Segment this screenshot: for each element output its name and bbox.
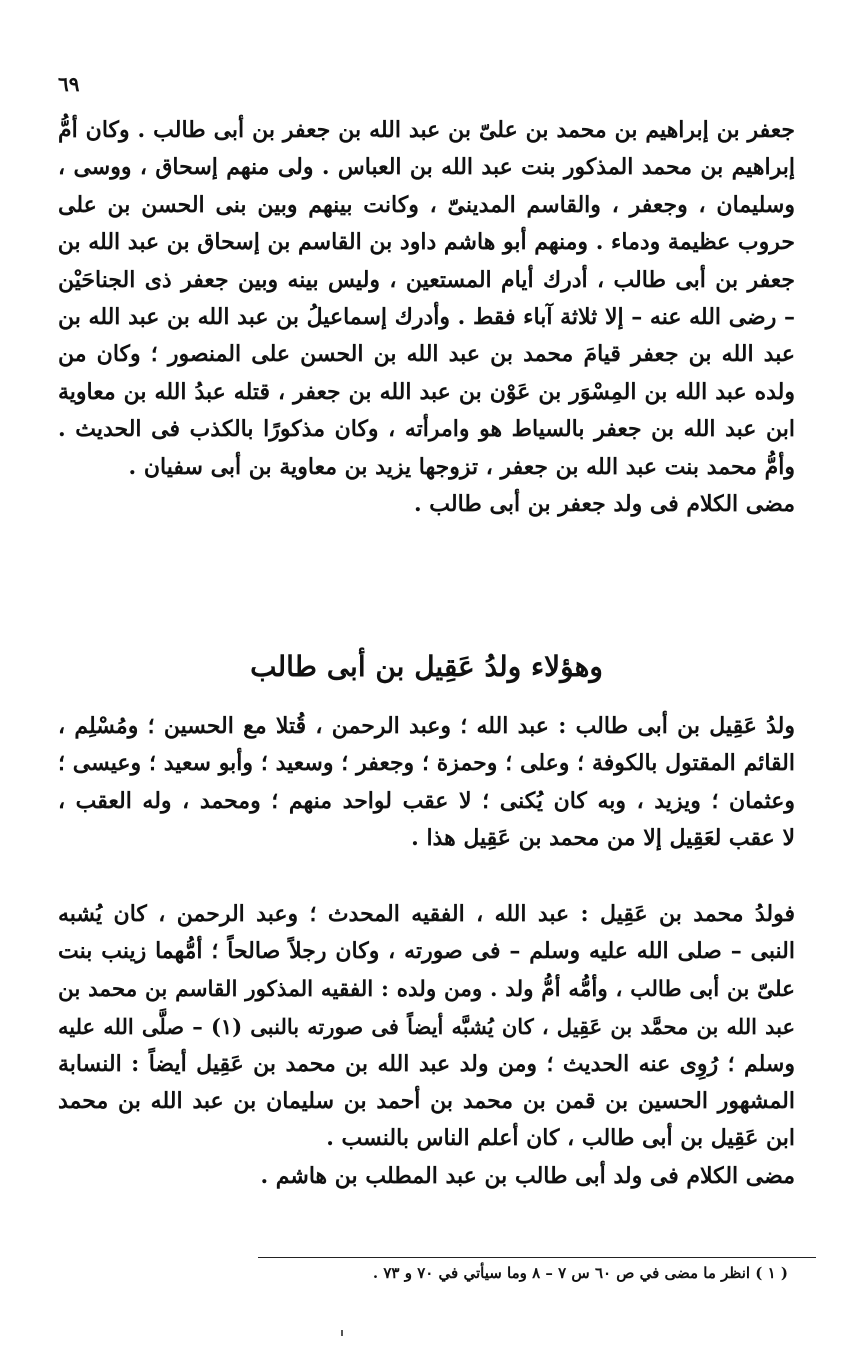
text-line: ابن عبد الله بن جعفر بالسياط هو وامرأته ، وكان مذكورًا بالكذب فى الحديث .: [58, 416, 795, 443]
text-line: جعفر بن إبراهيم بن محمد بن علىّ بن عبد الله بن جعفر بن أبى طالب . وكان أمُّ: [58, 117, 795, 143]
section-heading: وهؤلاء ولدُ عَقِيل بن أبى طالب: [250, 650, 603, 683]
text-line: فولدُ محمد بن عَقِيل : عبد الله ، الفقيه المحدث ؛ وعبد الرحمن ، كان يُشبه: [58, 901, 795, 927]
text-line: مضى الكلام فى ولد جعفر بن أبى طالب .: [413, 490, 795, 517]
text-line: وسليمان ، وجعفر ، والقاسم المدينىّ ، وكانت بينهم وبين بنى الحسن بن على: [58, 191, 795, 218]
paragraph-descendants-of-jafar: [58, 112, 795, 523]
text-line: عبد الله بن محمَّد بن عَقِيل ، كان يُشبَّه أيضاً فى صورته بالنبى (١) – صلَّى الله عليه: [58, 1014, 795, 1040]
text-line: وسلم ؛ رُوِى عنه الحديث ؛ ومن ولد عبد الله بن محمد بن عَقِيل أيضاً : النسابة: [58, 1050, 795, 1077]
text-line: ابن عَقِيل بن أبى طالب ، كان أعلم الناس بالنسب .: [326, 1125, 795, 1152]
text-line: ولده عبد الله بن المِسْوَر بن عَوْن بن عبد الله بن جعفر ، قتله عبدُ الله بن معاوية: [58, 378, 795, 405]
paper-speck: [341, 1330, 343, 1336]
text-line: لا عقب لعَقِيل إلا من محمد بن عَقِيل هذا .: [411, 825, 795, 852]
text-line: النبى – صلى الله عليه وسلم – فى صورته ، وكان رجلاً صالحاً ؛ أمُّهما زينب بنت: [58, 938, 795, 965]
text-line: جعفر بن أبى طالب ، أدرك أيام المستعين ، وليس بينه وبين جعفر ذى الجناحَيْن: [58, 266, 795, 293]
text-line: – رضى الله عنه – إلا ثلاثة آباء فقط . وأدرك إسماعيلُ بن عبد الله بن عبد الله بن: [58, 303, 795, 330]
text-line: وأمُّ محمد بنت عبد الله بن جعفر ، تزوجها يزيد بن معاوية بن أبى سفيان .: [128, 453, 795, 480]
text-line: القائم المقتول بالكوفة ؛ وعلى ؛ وحمزة ؛ وجعفر ؛ وسعيد ؛ وأبو سعيد ؛ وعيسى ؛: [58, 750, 795, 777]
text-line: وعثمان ؛ ويزيد ، وبه كان يُكنى ؛ لا عقب لواحد منهم ؛ ومحمد ، وله العقب ،: [58, 787, 795, 814]
text-line: عبد الله بن جعفر قيامَ محمد بن عبد الله بن الحسن على المنصور ؛ وكان من: [58, 341, 795, 368]
text-line: علىّ بن أبى طالب ، وأمُّه أمُّ ولد . ومن ولده : الفقيه المذكور القاسم بن محمد بن: [58, 976, 795, 1002]
text-line: المشهور الحسين بن قمن بن محمد بن أحمد بن سليمان بن عبد الله بن محمد: [58, 1087, 795, 1114]
footnote: ( ١ ) انظر ما مضى في ص ٦٠ س ٧ – ٨ وما سيأتي في ٧٠ و ٧٣ .: [372, 1264, 788, 1282]
text-line: مضى الكلام فى ولد أبى طالب بن عبد المطلب بن هاشم .: [260, 1162, 795, 1189]
text-line: حروب عظيمة ودماء . ومنهم أبو هاشم داود بن القاسم بن إسحاق بن عبد الله بن: [58, 229, 795, 256]
text-line: إبراهيم بن محمد المذكور بنت عبد الله بن العباس . ولى منهم إسحاق ، ووسى ،: [58, 154, 795, 181]
paragraph-children-of-aqil: [58, 708, 795, 858]
page-number: ٦٩: [58, 72, 80, 96]
footnote-divider: [258, 1257, 816, 1258]
paragraph-children-of-muhammad-ibn-aqil: [58, 896, 795, 1195]
text-line: ولدُ عَقِيل بن أبى طالب : عبد الله ؛ وعبد الرحمن ، قُتلا مع الحسين ؛ ومُسْلِم ،: [58, 713, 795, 739]
